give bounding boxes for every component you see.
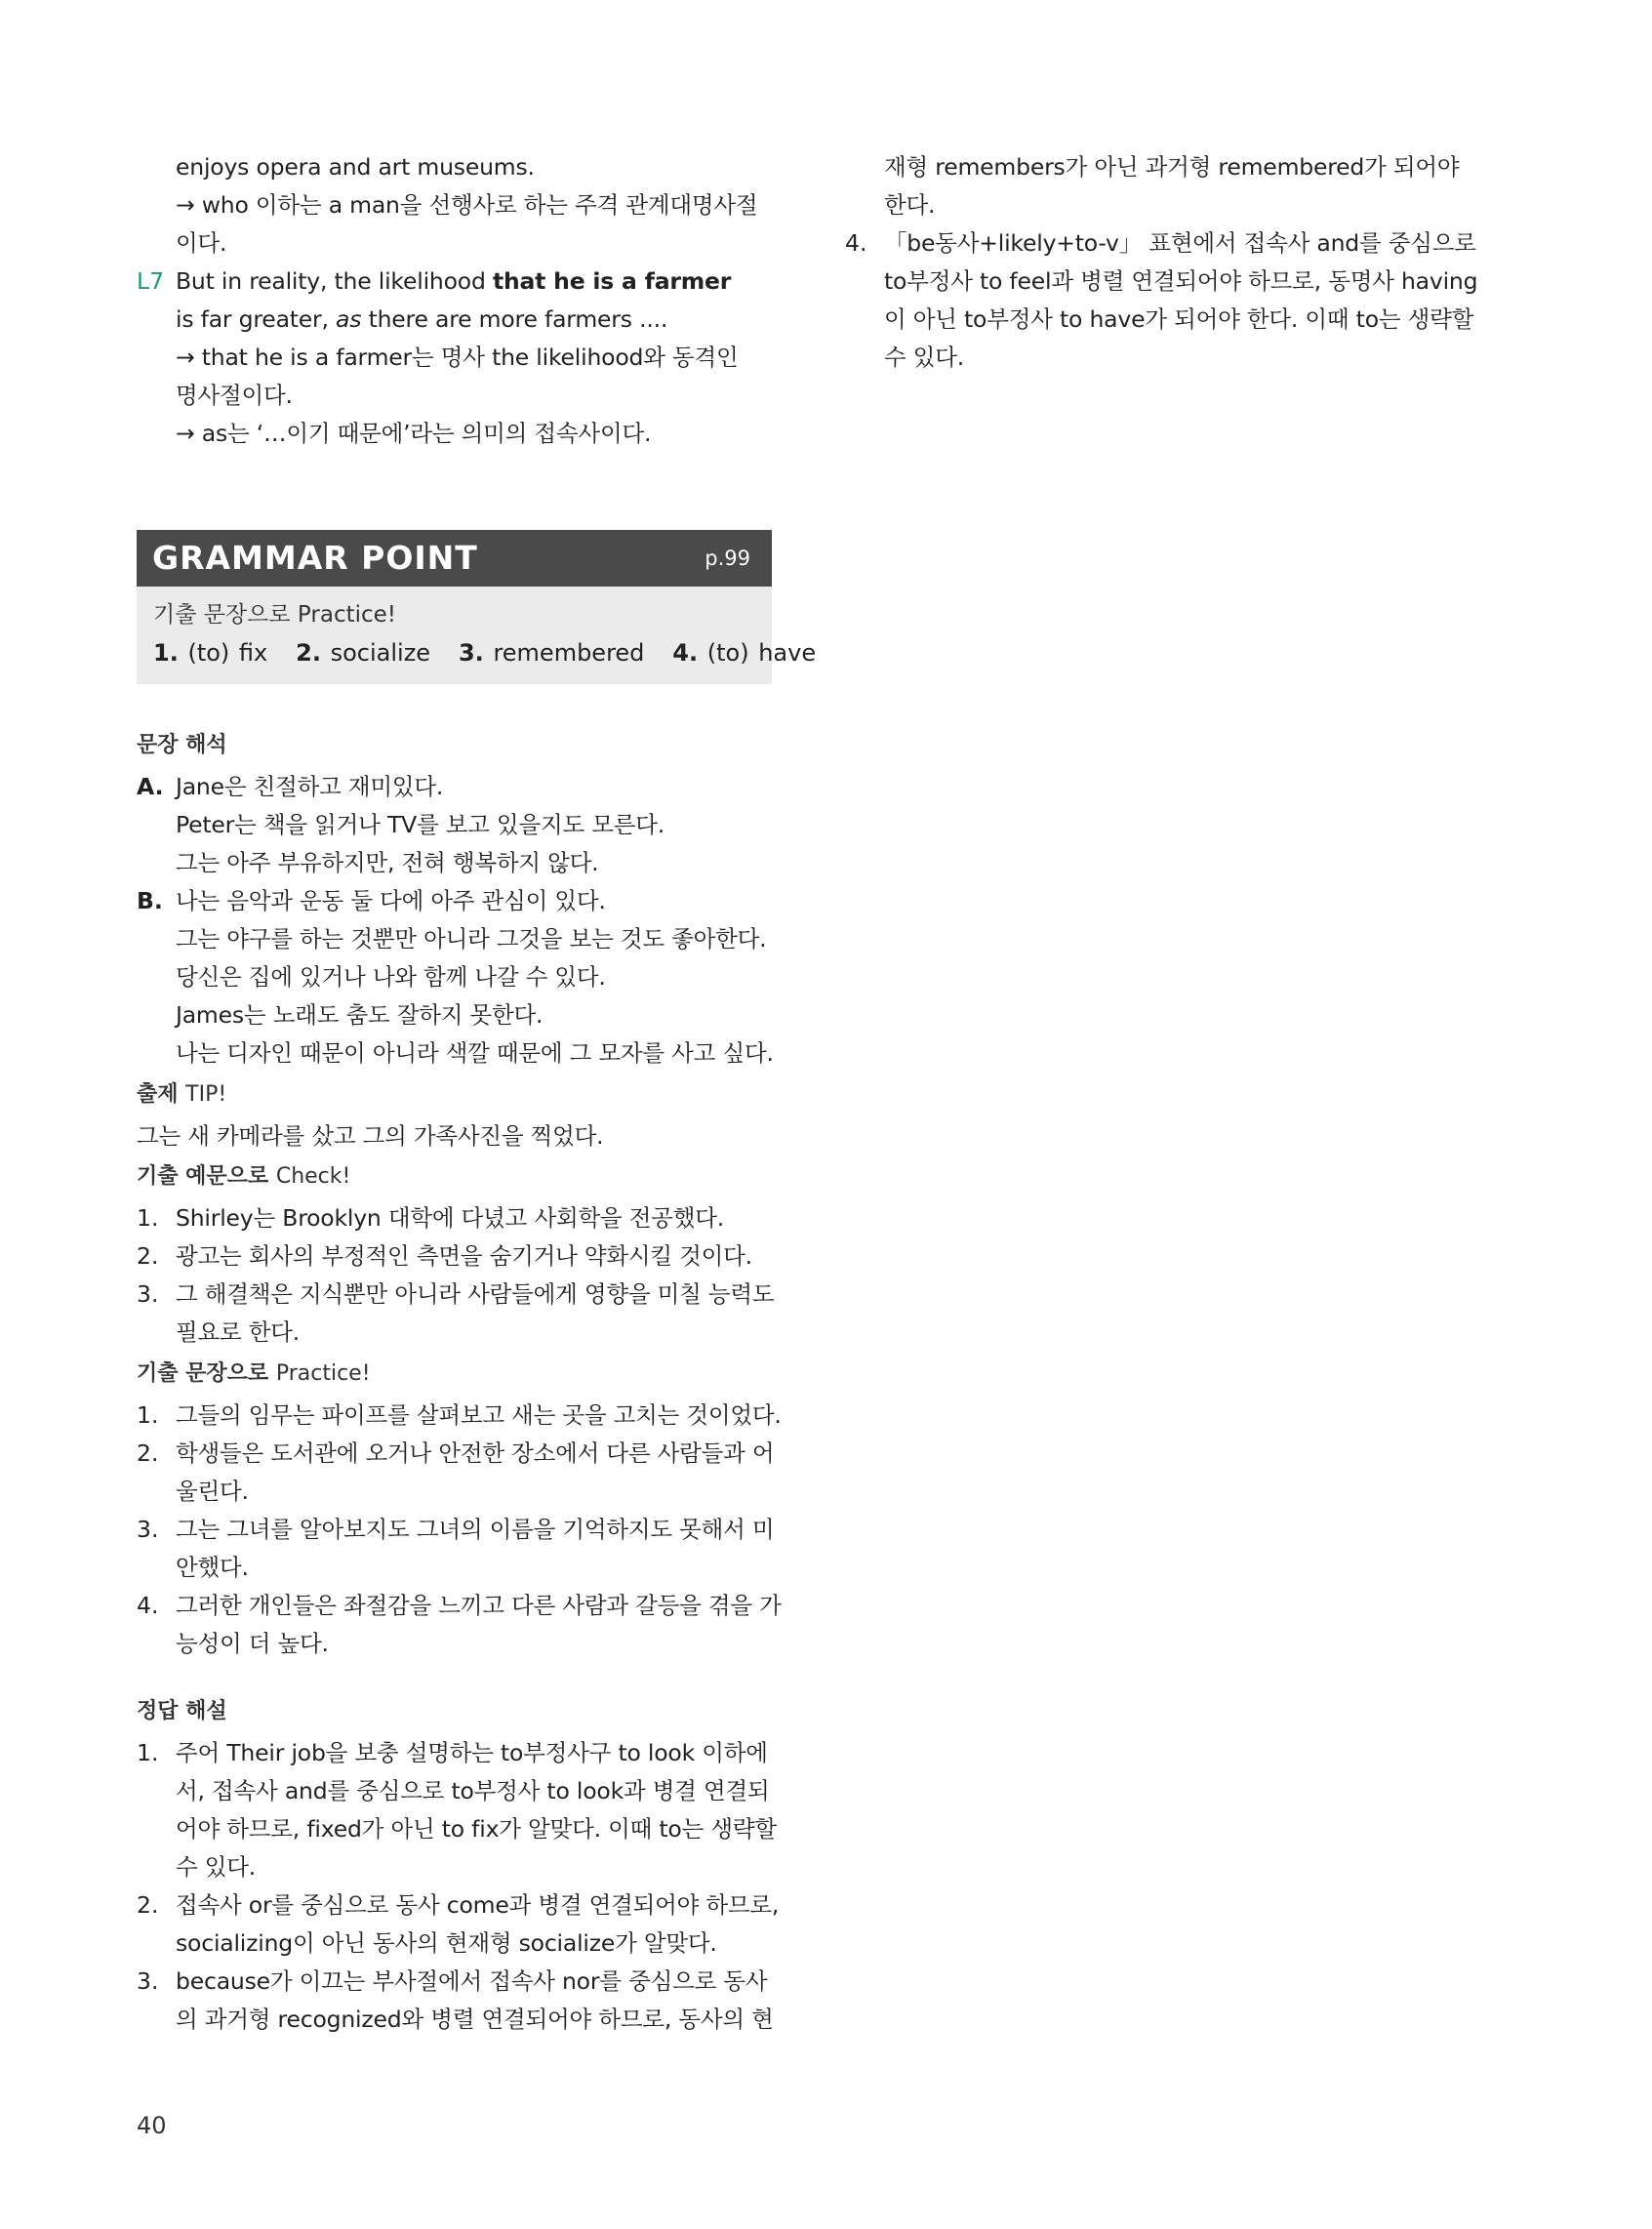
explanation-line: 「be동사+likely+to-v」 표현에서 접속사 and를 중심으로 (884, 229, 1476, 257)
grammar-point-page-ref: p.99 (705, 547, 750, 570)
translation-line: 나는 음악과 운동 둘 다에 아주 관심이 있다. (176, 887, 606, 914)
answer-number: 4. (672, 639, 699, 667)
item-number: 3. (137, 1967, 159, 1995)
translation-line: 나는 디자인 때문이 아니라 색깔 때문에 그 모자를 사고 싶다. (176, 1039, 774, 1067)
text-line: → who 이하는 a man을 선행사로 하는 주격 관계대명사절 (176, 191, 758, 219)
answer-text: socialize (330, 639, 431, 667)
label-a: A. (137, 773, 164, 800)
heading-en: Check! (275, 1164, 351, 1189)
translation-line: Jane은 친절하고 재미있다. (176, 773, 444, 800)
grammar-point-header (137, 530, 772, 587)
label-b: B. (137, 887, 163, 914)
answer-number: 3. (458, 639, 484, 667)
section-heading-translation: 문장 해석 (137, 733, 227, 757)
sentence-l7-text: is far greater, (176, 305, 337, 333)
item-number: 2. (137, 1891, 159, 1919)
grammar-point-answers-box (137, 587, 817, 684)
practice-line: 그는 그녀를 알아보지도 그녀의 이름을 기억하지도 못해서 미 (176, 1516, 775, 1543)
check-line: 필요로 한다. (176, 1318, 301, 1346)
explanation-line: socializing이 아닌 동사의 현재형 socialize가 알맞다. (176, 1929, 717, 1957)
sentence-l7 (176, 263, 731, 301)
text-line: → that he is a farmer는 명사 the likelihood와 동격인 (176, 344, 739, 371)
translation-line: 당신은 집에 있거나 나와 함께 나갈 수 있다. (176, 963, 606, 991)
item-number: 1. (137, 1401, 159, 1429)
answer-number: 2. (296, 639, 321, 667)
sentence-l7-text: But in reality, the likelihood (176, 267, 493, 295)
item-number: 4. (137, 1592, 159, 1619)
section-heading-tip (137, 1079, 226, 1111)
explanation-line: 의 과거형 recognized와 병렬 연결되어야 하므로, 동사의 현 (176, 2006, 774, 2033)
text-line: enjoys opera and art museums. (176, 153, 535, 181)
section-heading-check (137, 1161, 350, 1193)
translation-line: James는 노래도 춤도 잘하지 못한다. (176, 1001, 544, 1029)
section-heading-practice (137, 1358, 371, 1390)
heading-kr: 출제 (137, 1082, 186, 1107)
explanation-line: 주어 Their job을 보충 설명하는 to부정사구 to look 이하에 (176, 1739, 768, 1766)
grammar-point-title: GRAMMAR POINT (152, 539, 478, 577)
explanation-line: 어야 하므로, fixed가 아닌 to fix가 알맞다. 이때 to는 생략할 (176, 1815, 777, 1843)
practice-line: 안했다. (176, 1554, 249, 1581)
sentence-l7-italic: as (336, 305, 362, 333)
answer-number: 1. (153, 639, 179, 667)
item-number: 2. (137, 1439, 159, 1467)
translation-line: 그는 야구를 하는 것뿐만 아니라 그것을 보는 것도 좋아한다. (176, 925, 767, 952)
answer-text: remembered (493, 639, 645, 667)
text-line: → as는 ‘…이기 때문에’라는 의미의 접속사이다. (176, 420, 652, 447)
heading-kr: 기출 예문으로 (137, 1164, 276, 1189)
item-number: 3. (137, 1280, 159, 1308)
sentence-l7-bold: that he is a farmer (492, 267, 732, 295)
grammar-point-answers (153, 637, 816, 669)
heading-en: TIP! (185, 1082, 227, 1107)
explanation-line: 수 있다. (884, 344, 965, 371)
explanation-line: 한다. (884, 191, 936, 219)
translation-line: Peter는 책을 읽거나 TV를 보고 있을지도 모른다. (176, 811, 665, 838)
text-line: 이다. (176, 229, 227, 257)
sentence-l7-cont (176, 301, 667, 339)
explanation-line: to부정사 to feel과 병렬 연결되어야 하므로, 동명사 having (884, 267, 1478, 295)
answer-text: (to) have (706, 639, 817, 667)
practice-line: 학생들은 도서관에 오거나 안전한 장소에서 다른 사람들과 어 (176, 1439, 775, 1467)
item-number: 1. (137, 1739, 159, 1766)
heading-en: Practice! (275, 1361, 371, 1386)
explanation-line: 재형 remembers가 아닌 과거형 remembered가 되어야 (884, 153, 1460, 181)
practice-line: 능성이 더 높다. (176, 1630, 329, 1657)
explanation-line: because가 이끄는 부사절에서 접속사 nor를 중심으로 동사 (176, 1967, 768, 1995)
page-number: 40 (137, 2112, 167, 2139)
tip-line: 그는 새 카메라를 샀고 그의 가족사진을 찍었다. (137, 1122, 604, 1150)
item-number: 4. (845, 229, 867, 257)
explanation-line: 접속사 or를 중심으로 동사 come과 병결 연결되어야 하므로, (176, 1891, 780, 1919)
section-heading-answers: 정답 해설 (137, 1699, 227, 1723)
line-tag-l7: L7 (137, 267, 165, 295)
explanation-line: 서, 접속사 and를 중심으로 to부정사 to look과 병결 연결되 (176, 1777, 770, 1804)
sentence-l7-text: there are more farmers .... (361, 305, 668, 333)
text-line: 명사절이다. (176, 382, 293, 409)
item-number: 2. (137, 1242, 159, 1270)
grammar-point-subtitle: 기출 문장으로 Practice! (153, 602, 397, 628)
item-number: 3. (137, 1516, 159, 1543)
practice-line: 울린다. (176, 1478, 249, 1505)
check-line: 광고는 회사의 부정적인 측면을 숨기거나 약화시킬 것이다. (176, 1242, 752, 1270)
check-line: 그 해결책은 지식뿐만 아니라 사람들에게 영향을 미칠 능력도 (176, 1280, 775, 1308)
explanation-line: 수 있다. (176, 1853, 257, 1881)
answer-text: (to) fix (187, 639, 268, 667)
translation-line: 그는 아주 부유하지만, 전혀 행복하지 않다. (176, 849, 599, 876)
practice-line: 그러한 개인들은 좌절감을 느끼고 다른 사람과 갈등을 겪을 가 (176, 1592, 782, 1619)
explanation-line: 이 아닌 to부정사 to have가 되어야 한다. 이때 to는 생략할 (884, 305, 1474, 333)
item-number: 1. (137, 1204, 159, 1232)
practice-line: 그들의 임무는 파이프를 살펴보고 새는 곳을 고치는 것이었다. (176, 1401, 782, 1429)
heading-kr: 기출 문장으로 (137, 1361, 276, 1386)
check-line: Shirley는 Brooklyn 대학에 다녔고 사회학을 전공했다. (176, 1204, 724, 1232)
